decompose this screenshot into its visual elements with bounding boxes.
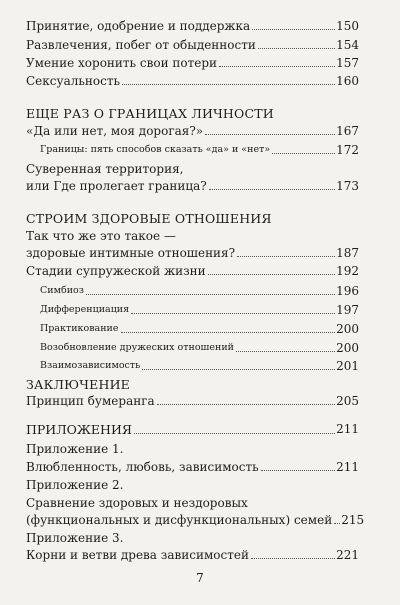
page-number: 7 <box>196 571 204 585</box>
toc-entry <box>26 513 365 527</box>
toc-entry-title: Практикование <box>40 323 119 334</box>
dot-leader <box>219 66 335 67</box>
toc-entry-page: 200 <box>336 341 359 355</box>
toc-subentry <box>40 303 359 317</box>
toc-entry-page: 201 <box>336 359 359 373</box>
toc-entry-title: «Да или нет, моя дорогая?» <box>26 124 204 138</box>
toc-entry-title: Взаимозависимость <box>40 360 141 371</box>
dot-leader <box>122 84 335 85</box>
toc-entry <box>26 246 359 260</box>
section-heading <box>26 422 359 437</box>
dot-leader <box>258 48 335 49</box>
dot-leader <box>261 470 335 471</box>
toc-entry-page: 172 <box>336 143 359 157</box>
toc-subentry <box>40 322 359 336</box>
dot-leader <box>236 351 335 352</box>
toc-entry-page: 187 <box>336 246 359 260</box>
toc-entry-page: 197 <box>336 303 359 317</box>
toc-entry-title-line: Так что же это такое — <box>26 229 176 243</box>
toc-entry-title: Сексуальность <box>26 74 120 88</box>
dot-leader <box>134 433 335 434</box>
toc-entry-page: 167 <box>336 124 359 138</box>
toc-entry-page: 211 <box>336 460 359 474</box>
dot-leader <box>208 274 335 275</box>
appendix-title: Приложение 1. <box>26 442 124 456</box>
toc-entry-title: Влюбленность, любовь, зависимость <box>26 460 259 474</box>
toc-entry <box>26 124 359 138</box>
toc-entry-title: Принятие, одобрение и поддержка <box>26 19 251 33</box>
toc-entry-title-line: Сравнение здоровых и нездоровых <box>26 496 248 510</box>
toc-entry-title: Симбиоз <box>40 285 84 296</box>
toc-entry-title: Стадии супружеской жизни <box>26 264 206 278</box>
toc-entry-title: Принцип бумеранга <box>26 394 155 408</box>
dot-leader <box>272 153 335 154</box>
dot-leader <box>251 558 335 559</box>
toc-entry-page: 211 <box>336 422 359 436</box>
toc-entry <box>26 74 359 88</box>
dot-leader <box>205 134 335 135</box>
toc-entry <box>26 38 359 52</box>
dot-leader <box>142 369 335 370</box>
section-heading: ЗАКЛЮЧЕНИЕ <box>26 377 130 392</box>
toc-entry <box>26 460 359 474</box>
toc-entry <box>26 264 359 278</box>
toc-subentry <box>40 143 359 157</box>
toc-subentry <box>40 341 359 355</box>
section-heading: ЕЩЕ РАЗ О ГРАНИЦАХ ЛИЧНОСТИ <box>26 106 274 121</box>
dot-leader <box>86 294 335 295</box>
toc-entry <box>26 56 359 70</box>
toc-entry-title: здоровые интимные отношения? <box>26 246 236 260</box>
toc-entry-page: 173 <box>336 179 359 193</box>
toc-entry-page: 154 <box>336 38 359 52</box>
toc-entry-title: или Где пролегает граница? <box>26 179 207 193</box>
toc-entry-title: Корни и ветви древа зависимостей <box>26 548 249 562</box>
toc-entry-page: 221 <box>336 548 359 562</box>
toc-entry <box>26 394 359 408</box>
appendix-title: Приложение 2. <box>26 478 124 492</box>
appendix-title: Приложение 3. <box>26 531 124 545</box>
section-heading-title: ПРИЛОЖЕНИЯ <box>26 422 132 437</box>
toc-entry-title: Границы: пять способов сказать «да» и «нет» <box>40 144 271 155</box>
toc-entry-page: 215 <box>341 513 365 527</box>
toc-subentry <box>40 284 359 298</box>
toc-subentry <box>40 359 359 373</box>
toc-entry-title: (функциональных и дисфункциональных) семей <box>26 513 333 527</box>
toc-entry <box>26 548 359 562</box>
dot-leader <box>157 404 335 405</box>
toc-entry-page: 192 <box>336 264 359 278</box>
dot-leader <box>252 29 335 30</box>
dot-leader <box>131 313 335 314</box>
section-heading: СТРОИМ ЗДОРОВЫЕ ОТНОШЕНИЯ <box>26 211 272 226</box>
toc-entry-page: 205 <box>336 394 359 408</box>
toc-entry <box>26 19 359 33</box>
toc-entry-page: 150 <box>336 19 359 33</box>
toc-entry <box>26 179 359 193</box>
dot-leader <box>121 332 336 333</box>
toc-entry-page: 160 <box>336 74 359 88</box>
toc-entry-title: Развлечения, побег от обыденности <box>26 38 256 52</box>
toc-entry-title-line: Суверенная территория, <box>26 162 184 176</box>
toc-entry-title: Дифференциация <box>40 304 130 315</box>
toc-entry-title: Возобновление дружеских отношений <box>40 342 235 353</box>
toc-entry-page: 200 <box>336 322 359 336</box>
dot-leader <box>237 256 335 257</box>
toc-entry-page: 157 <box>336 56 359 70</box>
toc-entry-title: Умение хоронить свои потери <box>26 56 218 70</box>
dot-leader <box>334 523 340 524</box>
dot-leader <box>209 189 335 190</box>
toc-entry-page: 196 <box>336 284 359 298</box>
